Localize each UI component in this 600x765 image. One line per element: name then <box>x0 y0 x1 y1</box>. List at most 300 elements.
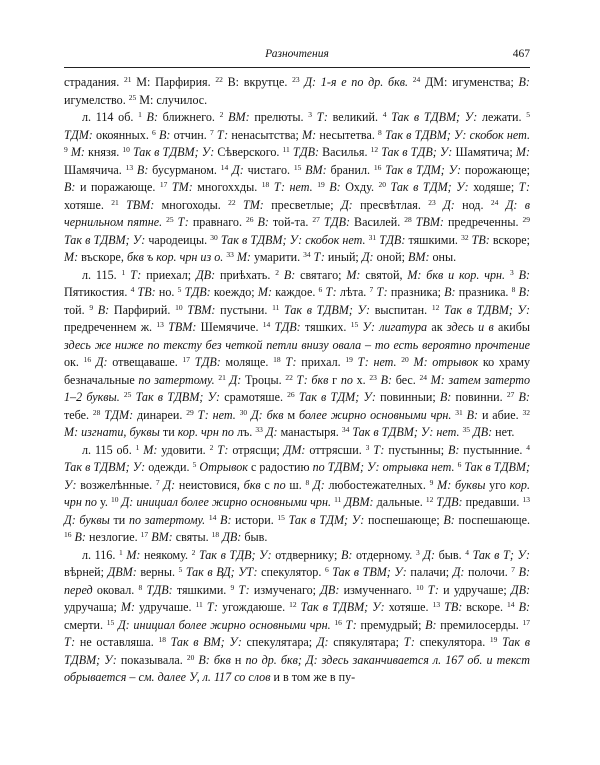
editorial-comment: Д: <box>316 635 334 649</box>
editorial-comment: В: <box>71 530 89 544</box>
note-number: 20 <box>401 355 409 364</box>
note-number: 12 <box>370 145 379 154</box>
reading-text: приѣхать. <box>220 267 276 282</box>
reading-text: бес. <box>395 372 420 387</box>
editorial-comment: Д: <box>309 477 329 492</box>
note-number: 24 <box>419 372 427 382</box>
editorial-comment: ТВМ: <box>118 197 162 212</box>
reading-text: многоххды. <box>197 180 262 194</box>
editorial-comment: Д: <box>91 355 113 369</box>
reading-text: неякому. <box>144 547 192 562</box>
reading-text: отчин. <box>173 127 210 142</box>
editorial-comment: Так в ТДМ; У: <box>381 162 465 177</box>
reading-text: истори. <box>235 512 278 527</box>
editorial-comment: здесь и в <box>446 320 498 334</box>
editorial-comment: М: затем затерто 1–2 буквы. <box>64 372 531 404</box>
editorial-comment: ДВ: <box>320 582 344 597</box>
note-number: 9 <box>89 302 94 312</box>
note-number: 3 <box>308 110 313 119</box>
note-number: 16 <box>64 530 72 539</box>
reading-text: многоходы. <box>161 197 229 212</box>
reading-text: вскоре; <box>492 232 531 247</box>
note-number: 27 <box>312 215 320 224</box>
reading-text: быв. <box>438 547 466 562</box>
note-number: 2 <box>275 267 279 277</box>
editorial-comment: ВМ: <box>301 162 331 177</box>
editorial-comment: Так в ТВМ; У: <box>328 565 411 579</box>
reading-text: и удручаше; <box>443 582 511 597</box>
editorial-comment: более жирно основными чрн. <box>298 407 456 422</box>
editorial-comment: ДМ: <box>283 442 310 457</box>
reading-text: въскоре, <box>81 250 127 264</box>
note-number: 5 <box>178 565 183 574</box>
paragraph <box>64 267 530 442</box>
editorial-comment: ТДВ: <box>433 495 466 509</box>
editorial-comment: М: отрывок <box>408 355 483 369</box>
editorial-comment: ДВМ: <box>341 495 377 509</box>
note-number: 4 <box>382 110 387 119</box>
editorial-comment: Так в ТДВ; У: <box>378 145 456 159</box>
note-number: 15 <box>277 512 285 522</box>
editorial-comment: ТДВ: <box>319 215 355 229</box>
reading-text: М: <box>131 75 156 89</box>
note-number: 18 <box>158 635 166 644</box>
reading-text: повинныи; <box>380 390 440 404</box>
note-number: 25 <box>128 92 137 102</box>
reading-text: г <box>332 372 341 387</box>
editorial-comment: В: <box>133 162 153 177</box>
reading-text: Шамятича; <box>455 145 516 159</box>
editorial-comment: Т: <box>202 600 223 614</box>
paragraph <box>64 547 530 687</box>
reading-text: порожающе; <box>464 162 530 177</box>
reading-text: игумелство. <box>64 92 129 107</box>
reading-text: великий. <box>332 110 383 124</box>
note-number: 25 <box>123 390 132 399</box>
editorial-comment: М: <box>120 600 140 614</box>
note-number: 11 <box>272 302 280 312</box>
note-number: 11 <box>334 495 342 504</box>
reading-text: лежати. <box>481 110 527 124</box>
reading-text: Сѣверского. <box>217 145 283 159</box>
reading-text: показывала. <box>120 652 187 667</box>
reading-text: ходяше; <box>473 180 519 194</box>
reading-text: но. <box>158 285 178 299</box>
note-number: 5 <box>177 285 182 294</box>
reading-text: повинни. <box>455 390 507 404</box>
editorial-comment: Д: <box>340 197 361 212</box>
editorial-comment: В: <box>253 215 273 229</box>
editorial-comment: Д: <box>159 477 179 492</box>
editorial-comment: ДВ: <box>219 530 245 544</box>
editorial-comment: В: <box>425 617 441 632</box>
note-number: 15 <box>293 162 302 172</box>
note-number: 9 <box>429 477 434 487</box>
editorial-comment: Так в ТДВМ; У: <box>64 635 530 667</box>
reading-text: акибы <box>498 320 530 334</box>
reading-text: отдерному. <box>355 547 416 562</box>
reading-text: х. <box>356 372 370 387</box>
editorial-comment: М: <box>122 547 145 562</box>
editorial-comment: Т: <box>322 285 340 299</box>
reading-text: окоянных. <box>96 127 153 142</box>
note-number: 3 <box>365 442 370 452</box>
reading-text: иный; <box>327 250 362 264</box>
note-number: 8 <box>511 285 516 294</box>
editorial-comment: Д: в чернильном пятне. <box>64 197 531 229</box>
editorial-comment: Д: инициал более жирно основными чрн. <box>114 617 335 632</box>
reading-text: срамотяше. <box>224 390 288 404</box>
reading-text: пресвѣтлая. <box>360 197 429 212</box>
note-number: 32 <box>522 407 531 417</box>
editorial-comment: М: <box>302 127 320 142</box>
reading-text: той. <box>64 302 90 317</box>
note-number: 26 <box>245 215 254 224</box>
note-number: 22 <box>228 197 236 207</box>
note-number: 9 <box>64 145 68 154</box>
note-number: 3 <box>415 547 420 557</box>
note-number: 35 <box>462 425 471 434</box>
editorial-comment: по <box>273 477 290 492</box>
reading-text: лъ. <box>236 425 256 439</box>
note-number: 4 <box>526 442 530 452</box>
note-number: 8 <box>378 127 382 137</box>
note-number: 27 <box>506 390 515 399</box>
note-number: 1 <box>121 267 126 277</box>
editorial-comment: В: <box>513 267 530 282</box>
editorial-comment: В: <box>216 512 236 527</box>
reading-text: полочи. <box>468 565 512 579</box>
paragraph <box>64 74 530 109</box>
reading-text: и абие. <box>481 407 523 422</box>
editorial-comment: ВМ: <box>148 530 176 544</box>
reading-text: тяшких. <box>305 320 351 334</box>
note-number: 29 <box>186 407 194 417</box>
reading-text: моляще. <box>225 355 274 369</box>
reading-text: быв. <box>244 530 268 544</box>
note-number: 12 <box>431 302 440 312</box>
running-header <box>64 48 530 64</box>
note-number: 4 <box>130 285 135 294</box>
editorial-comment: Так в ТДВМ; У: <box>64 232 149 247</box>
note-number: 19 <box>345 355 353 364</box>
editorial-comment: Так в ТДМ; У: <box>386 180 474 194</box>
reading-text: прелюты. <box>254 110 309 124</box>
reading-text: умарити. <box>253 250 304 264</box>
editorial-comment: Так в ТДМ; У: <box>294 390 381 404</box>
note-number: 31 <box>455 407 463 417</box>
editorial-comment: Д: <box>262 425 281 439</box>
reading-text: оттрясши. <box>309 442 366 457</box>
note-number: 17 <box>522 617 530 627</box>
reading-text: прихал. <box>301 355 346 369</box>
reading-text: манастыря. <box>280 425 342 439</box>
note-number: 14 <box>208 512 217 522</box>
editorial-comment: В: <box>141 110 163 124</box>
editorial-comment: Так в ТДМ; У: <box>284 512 368 527</box>
editorial-comment: кор. чрн по <box>177 425 237 439</box>
editorial-comment: Т: <box>125 267 147 282</box>
reading-text: л. 115 об. <box>82 442 136 457</box>
editorial-comment: Т: <box>312 110 333 124</box>
note-number: 28 <box>404 215 412 224</box>
reading-text: премудрый; <box>360 617 426 632</box>
note-number: 22 <box>285 372 293 382</box>
note-number: 31 <box>368 232 377 242</box>
reading-text: с <box>264 477 274 492</box>
editorial-comment: В: <box>64 180 80 194</box>
editorial-comment: ТМ: <box>235 197 272 212</box>
editorial-comment: Т: <box>173 215 193 229</box>
reading-text: незлогие. <box>88 530 141 544</box>
note-number: 22 <box>215 75 223 84</box>
reading-text: дальные. <box>376 495 426 509</box>
note-number: 18 <box>211 530 220 539</box>
variant-readings-text <box>64 74 530 687</box>
note-number: 14 <box>220 162 229 172</box>
note-number: 7 <box>369 285 374 294</box>
note-number: 2 <box>209 442 214 452</box>
editorial-comment: М: бкв и кор. чрн. <box>407 267 510 282</box>
reading-text: игуменства; <box>452 75 519 89</box>
editorial-comment: М: <box>139 442 162 457</box>
editorial-comment: Так в ТДВМ; У: <box>439 302 531 317</box>
note-number: 15 <box>106 617 115 627</box>
note-number: 33 <box>255 425 263 434</box>
editorial-comment: ТДВ: <box>181 285 214 299</box>
note-number: 17 <box>182 355 190 364</box>
editorial-comment: бкв <box>243 477 265 492</box>
editorial-comment: В: <box>447 442 464 457</box>
note-number: 23 <box>292 75 300 84</box>
reading-text: правнаго. <box>192 215 246 229</box>
reading-text: смерти. <box>64 617 107 632</box>
note-number: 34 <box>341 425 350 434</box>
editorial-comment: В: <box>340 547 356 562</box>
note-number: 19 <box>317 180 325 189</box>
editorial-comment: ТДВ: <box>289 145 323 159</box>
reading-text: приехал; <box>146 267 197 282</box>
reading-text: тяшкими. <box>176 582 231 597</box>
note-number: 5 <box>526 110 530 119</box>
editorial-comment: ВМ: <box>407 250 433 264</box>
reading-text: ти <box>113 512 129 527</box>
editorial-comment: Так в Т; У: <box>468 547 530 562</box>
reading-text: л. 114 об. <box>82 110 139 124</box>
note-number: 6 <box>152 127 156 137</box>
note-number: 17 <box>140 530 149 539</box>
book-page <box>64 48 530 687</box>
reading-text: и в том же в пу- <box>273 670 356 684</box>
reading-text: Шамячича. <box>64 162 126 177</box>
editorial-comment: по <box>340 372 357 387</box>
editorial-comment: ТВ: <box>468 232 493 247</box>
reading-text: бусурманом. <box>152 162 221 177</box>
reading-text: поспешающе. <box>458 512 530 527</box>
editorial-comment: Так в ТДВМ; У: <box>129 145 218 159</box>
editorial-comment: Д: инициал более жирно основными чрн. <box>118 495 335 509</box>
note-number: 7 <box>155 477 160 487</box>
editorial-comment: Д: <box>435 197 463 212</box>
editorial-comment: Т: <box>64 635 80 649</box>
note-number: 32 <box>461 232 469 242</box>
reading-text: л. 116. <box>82 547 119 562</box>
editorial-comment: Так в ТДВМ; У: скобок нет. <box>381 127 531 142</box>
note-number: 7 <box>209 127 214 137</box>
editorial-comment: М: буквы <box>433 477 490 492</box>
note-number: 18 <box>261 180 270 189</box>
reading-text: спекулятора. <box>419 635 490 649</box>
note-number: 23 <box>369 372 377 382</box>
reading-text: ти <box>162 425 178 439</box>
reading-text: предреченнем ж. <box>64 320 157 334</box>
editorial-comment: Так в ВМ; У: <box>165 635 247 649</box>
reading-text: бранил. <box>330 162 374 177</box>
editorial-comment: Т: <box>341 617 361 632</box>
reading-text: вѣрней; <box>64 565 108 579</box>
reading-text: В: <box>222 75 244 89</box>
reading-text: спякулятара; <box>333 635 404 649</box>
editorial-comment: М: <box>515 145 530 159</box>
note-number: 10 <box>416 582 424 592</box>
note-number: 16 <box>373 162 382 172</box>
reading-text: отвещаваше. <box>112 355 183 369</box>
editorial-comment: М: <box>64 250 82 264</box>
editorial-comment: Т: нет. <box>352 355 402 369</box>
reading-text: ак <box>431 320 447 334</box>
editorial-comment: Так в ТДВМ; У: <box>64 460 531 492</box>
reading-text: пустынние. <box>463 442 527 457</box>
note-number: 25 <box>166 215 174 224</box>
note-number: 23 <box>428 197 436 207</box>
reading-text: страдания. <box>64 75 124 89</box>
editorial-comment: В: <box>93 302 114 317</box>
editorial-comment: Так в ТДВМ; У: нет. <box>349 425 463 439</box>
editorial-comment: по затертому. <box>128 512 209 527</box>
editorial-comment: Д: бкв <box>247 407 288 422</box>
reading-text: удручаше. <box>139 600 196 614</box>
note-number: 13 <box>522 495 530 504</box>
note-number: 20 <box>186 652 195 662</box>
note-number: 2 <box>219 110 224 119</box>
editorial-comment: Т: <box>213 127 232 142</box>
editorial-comment: Т: <box>213 442 233 457</box>
editorial-comment: ТДВ: <box>189 355 226 369</box>
reading-text: предреченны. <box>447 215 523 229</box>
reading-text: нод. <box>462 197 491 212</box>
note-number: 2 <box>191 547 196 557</box>
note-number: 14 <box>507 600 515 609</box>
reading-text: Шемячиче. <box>200 320 263 334</box>
reading-text: М: <box>136 92 157 107</box>
note-number: 21 <box>124 75 132 84</box>
editorial-comment: Т: нет. <box>269 180 318 194</box>
editorial-comment: Д: <box>228 162 248 177</box>
reading-text: удручаша; <box>64 600 121 614</box>
reading-text: каждое. <box>275 285 319 299</box>
note-number: 18 <box>273 355 281 364</box>
note-number: 17 <box>159 180 168 189</box>
note-number: 26 <box>287 390 295 399</box>
editorial-comment: бкв ъ кор. чрн из о. <box>126 250 227 264</box>
reading-text: поспешающе; <box>367 512 444 527</box>
note-number: 10 <box>110 495 119 504</box>
editorial-comment: В: <box>443 512 459 527</box>
reading-text: ненасытства; <box>231 127 303 142</box>
note-number: 10 <box>122 145 130 154</box>
editorial-comment: Так в ТДВМ; У: <box>386 110 482 124</box>
editorial-comment: Т: <box>310 250 328 264</box>
reading-text: святой, <box>365 267 408 282</box>
note-number: 6 <box>318 285 323 294</box>
editorial-comment: В: <box>514 600 530 614</box>
reading-text: с радостию <box>250 460 313 474</box>
editorial-comment: Т: <box>280 355 302 369</box>
note-number: 13 <box>432 600 441 609</box>
reading-text: отрясщи; <box>232 442 284 457</box>
editorial-comment: В: <box>155 127 174 142</box>
reading-text: пустыни. <box>220 302 273 317</box>
editorial-comment: ДВ: <box>196 267 221 282</box>
reading-text: святаго; <box>300 267 347 282</box>
note-number: 15 <box>350 320 359 329</box>
editorial-comment: ТВМ: <box>182 302 221 317</box>
reading-text: и поражающе. <box>79 180 160 194</box>
reading-text: Василья. <box>322 145 371 159</box>
reading-text: выспитан. <box>374 302 432 317</box>
editorial-comment: Д: <box>225 372 245 387</box>
note-number: 16 <box>83 355 92 364</box>
note-number: 28 <box>92 407 101 417</box>
reading-text: спекулятара; <box>246 635 317 649</box>
editorial-comment: В: <box>514 390 530 404</box>
reading-text: хотяше. <box>388 600 433 614</box>
note-number: 19 <box>489 635 498 644</box>
editorial-comment: Т: нет. <box>193 407 240 422</box>
reading-text: угождаюше. <box>222 600 290 614</box>
note-number: 8 <box>138 582 143 592</box>
note-number: 11 <box>195 600 203 609</box>
note-number: 16 <box>334 617 342 627</box>
editorial-comment: В: <box>515 285 531 299</box>
reading-text: возжелѣнные. <box>80 477 156 492</box>
reading-text: чистаго. <box>247 162 294 177</box>
note-number: 12 <box>425 495 434 504</box>
note-number: 9 <box>230 582 235 592</box>
editorial-comment: Так в ТДВМ; У: <box>296 600 389 614</box>
paragraph <box>64 442 530 547</box>
note-number: 10 <box>175 302 183 312</box>
reading-text: коеждо; <box>213 285 258 299</box>
reading-text: той-та. <box>272 215 313 229</box>
reading-text: спекулятор. <box>261 565 325 579</box>
running-title: Разночтения <box>265 48 329 60</box>
reading-text: л. 115. <box>82 267 122 282</box>
editorial-comment: В: <box>462 407 482 422</box>
editorial-comment: ДВМ: <box>107 565 141 579</box>
reading-text: м <box>287 407 299 422</box>
editorial-comment: Так в ТДВМ; У: <box>279 302 375 317</box>
note-number: 33 <box>226 250 234 259</box>
editorial-comment: Так в ТДВМ; У: <box>64 460 149 474</box>
editorial-comment: здесь же ниже по тексту без четкой петли внизу овала – то есть вероятно прочтение <box>64 337 530 352</box>
reading-text: князя. <box>88 145 123 159</box>
reading-text: Парфирий. <box>113 302 176 317</box>
editorial-comment: Так в ВД; УТ: <box>182 565 262 579</box>
note-number: 29 <box>522 215 530 224</box>
reading-text: ближнего. <box>162 110 220 124</box>
editorial-comment: У: лигатура <box>358 320 432 334</box>
